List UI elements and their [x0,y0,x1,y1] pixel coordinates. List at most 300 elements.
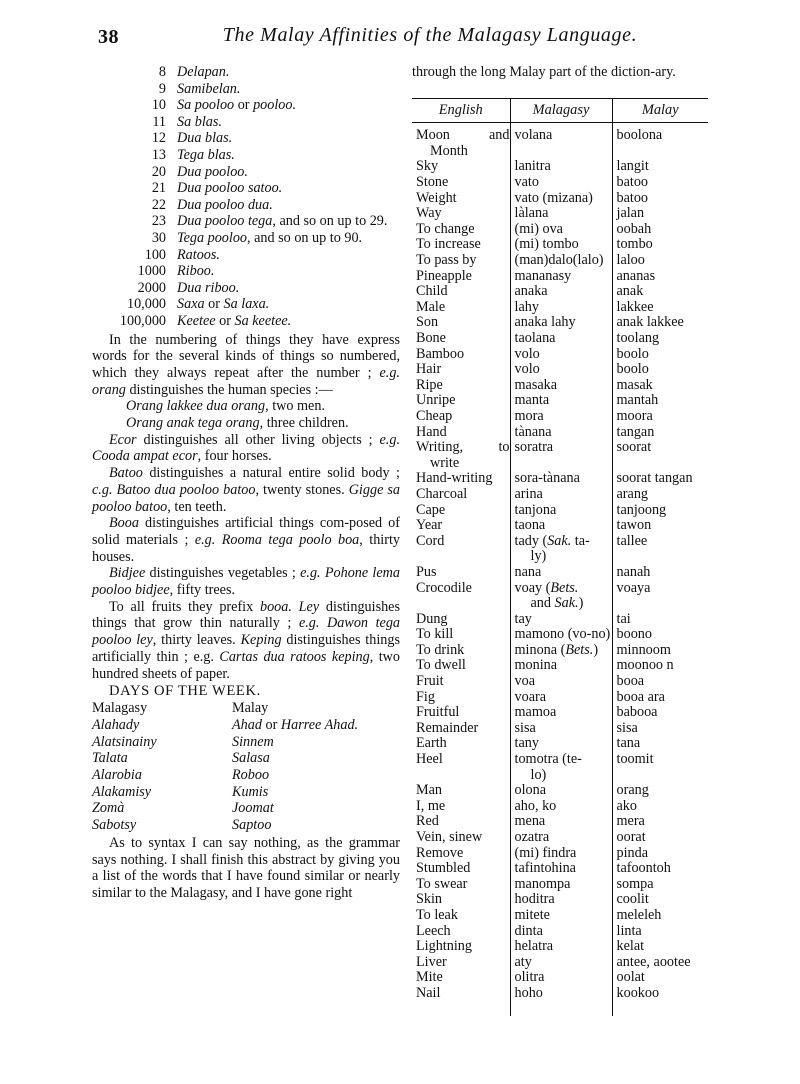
numeral-word: Dua riboo. [177,279,240,296]
table-row [412,846,708,862]
cell-malay: tana [612,736,708,752]
table-row [412,222,708,238]
numeral-list-item [92,197,400,214]
column-divider-rule-2 [612,1002,613,1016]
cell-malay: batoo [612,175,708,191]
cell-english: To dwell [416,657,466,674]
table-row [412,362,708,378]
days-row [92,767,358,784]
cell-malagasy: mamoa [510,705,612,721]
right-column [412,64,710,1002]
table-row [412,939,708,955]
cell-malay: soorat [612,440,708,471]
cell-malagasy: volo [510,347,612,363]
table-row [412,799,708,815]
numeral-word: Tega blas. [177,146,235,163]
cell-english: Crocodile [416,579,472,596]
day-malay: Salasa [232,750,270,767]
table-row [412,471,708,487]
days-of-week-heading: DAYS OF THE WEEK. [109,683,261,700]
table-row [412,378,708,394]
cell-malay: linta [612,924,708,940]
numeral-value: 23 [151,213,166,230]
table-row [412,986,708,1002]
table-row [412,409,708,425]
cell-english: Stumbled [416,860,471,877]
running-title: The Malay Affinities of the Malagasy Language. [222,24,638,46]
cell-english: Nail [416,984,441,1001]
table-row [412,674,708,690]
cell-malay: sisa [612,721,708,737]
cell-malay: masak [612,378,708,394]
days-row [92,734,358,751]
cell-malagasy: tany [510,736,612,752]
days-header-row [92,700,358,717]
cell-malay: kelat [612,939,708,955]
cell-malay: voaya [612,581,708,612]
cell-malay: kookoo [612,986,708,1002]
day-malagasy: Talata [92,750,128,767]
day-malagasy: Alarobia [92,767,142,784]
numeral-word: Dua pooloo dua. [177,196,273,213]
cell-english: To change [416,220,475,237]
table-row [412,721,708,737]
numeral-word: Tega pooloo, and so on up to 90. [177,229,363,246]
numeral-word: Dua blas. [177,130,233,147]
numeral-word: Saxa or Sa laxa. [177,296,270,313]
table-row [412,347,708,363]
paragraph-batoo: Batoo distinguishes a natural entire solid body ; c.g. Batoo dua pooloo batoo, twenty stones. Gigge sa pooloo batoo, ten teeth. [92,465,400,515]
table-row [412,752,708,783]
cell-english: Moon and Month [416,127,510,159]
cell-malay: mantah [612,393,708,409]
cell-english: Liver [416,953,447,970]
cell-malagasy: mananasy [510,269,612,285]
table-row [412,783,708,799]
numeral-list-item [92,130,400,147]
cell-malay: laloo [612,253,708,269]
days-row [92,800,358,817]
cell-malagasy: làlana [510,206,612,222]
vocabulary-table [412,98,708,1002]
cell-english: To leak [416,906,458,923]
cell-malagasy: arina [510,487,612,503]
numeral-word: Ratoos. [177,246,220,263]
numeral-value: 12 [151,130,166,147]
table-row [412,861,708,877]
numeral-word: Keetee or Sa keetee. [177,312,292,329]
cell-malagasy: lanitra [510,159,612,175]
cell-malay: boono [612,627,708,643]
table-row [412,830,708,846]
days-row [92,784,358,801]
cell-malagasy: anaka [510,284,612,300]
cell-english: Pus [416,563,437,580]
cell-malay: booa [612,674,708,690]
cell-english: Dung [416,610,448,627]
cell-malagasy: (mi) findra [510,846,612,862]
cell-malay: mera [612,814,708,830]
cell-english: Remove [416,844,464,861]
cell-malay: anak [612,284,708,300]
paragraph-dictionary-intro: through the long Malay part of the diction-ary. [412,64,676,80]
cell-malagasy: voara [510,690,612,706]
cell-english: Lightning [416,938,472,955]
cell-malay: orang [612,783,708,799]
numeral-value: 13 [151,146,166,163]
day-malagasy: Sabotsy [92,817,137,834]
cell-english: To increase [416,236,481,253]
cell-malagasy: dinta [510,924,612,940]
cell-english: Pineapple [416,267,472,284]
cell-malay: pinda [612,846,708,862]
numeral-list-item [92,180,400,197]
cell-malay: babooa [612,705,708,721]
cell-malay: toomit [612,752,708,783]
numeral-value: 22 [151,196,166,213]
numeral-word: Delapan. [177,64,230,80]
cell-malagasy: nana [510,565,612,581]
numeral-word: Samibelan. [177,80,241,97]
numeral-word: Dua pooloo tega, and so on up to 29. [177,213,388,230]
numeral-list-item [92,280,400,297]
numeral-value: 20 [151,163,166,180]
cell-malagasy: masaka [510,378,612,394]
cell-malay: arang [612,487,708,503]
cell-malay: tanjoong [612,503,708,519]
cell-malay: nanah [612,565,708,581]
cell-malay: tai [612,612,708,628]
cell-english: To swear [416,875,468,892]
table-row [412,159,708,175]
cell-english: Earth [416,735,447,752]
cell-malagasy: aty [510,955,612,971]
numeral-list-item [92,296,400,313]
cell-english: Cheap [416,407,453,424]
cell-malagasy: mamono (vo-no) [510,627,612,643]
vocabulary-table-wrapper [412,98,708,1002]
cell-malagasy: sisa [510,721,612,737]
cell-english: Hair [416,361,442,378]
cell-english: I, me [416,797,446,814]
cell-malay: oobah [612,222,708,238]
cell-malay: boolo [612,362,708,378]
cell-english: Unripe [416,392,456,409]
cell-malay: moora [612,409,708,425]
numeral-word: Dua pooloo satoo. [177,180,283,197]
table-row [412,534,708,565]
table-row [412,565,708,581]
cell-malay: coolit [612,892,708,908]
cell-english: Way [416,205,442,222]
table-row [412,253,708,269]
cell-english: Son [416,314,439,331]
cell-malagasy: manompa [510,877,612,893]
table-row [412,643,708,659]
cell-malay: minnoom [612,643,708,659]
numeral-list-item [92,263,400,280]
cell-malagasy: vato (mizana) [510,191,612,207]
cell-english: Fig [416,688,435,705]
cell-malagasy: minona (Bets.) [510,643,612,659]
cell-malagasy: mena [510,814,612,830]
cell-english: Stone [416,174,449,191]
paragraph-ecor: Ecor distinguishes all other living objects ; e.g. Cooda ampat ecor, four horses. [92,431,400,465]
cell-english: Vein, sinew [416,829,483,846]
day-malay: Saptoo [232,817,272,834]
table-row [412,814,708,830]
days-header-malagasy: Malagasy [92,700,148,717]
table-row [412,908,708,924]
cell-malay: lakkee [612,300,708,316]
numeral-value: 10,000 [126,296,166,313]
table-row [412,612,708,628]
cell-english: Charcoal [416,485,468,502]
cell-malagasy: ozatra [510,830,612,846]
numeral-list-item [92,313,400,330]
days-row [92,817,358,834]
numeral-value: 21 [151,180,166,197]
day-malay: Ahad or Harree Ahad. [232,716,359,733]
numeral-value: 100 [144,246,166,263]
numeral-value: 10 [151,97,166,114]
cell-malay: langit [612,159,708,175]
numeral-list-item [92,247,400,264]
table-row [412,440,708,471]
cell-english: Skin [416,891,443,908]
column-divider-rule-1 [510,1002,511,1016]
cell-malagasy: tafintohina [510,861,612,877]
table-row [412,581,708,612]
cell-malagasy: anaka lahy [510,315,612,331]
running-head [0,24,800,54]
cell-malay: tallee [612,534,708,565]
example-orang-lakkee: Orang lakkee dua orang, two men. [126,398,325,415]
day-malagasy: Alakamisy [92,783,152,800]
cell-malagasy: tanjona [510,503,612,519]
cell-malagasy: (mi) tombo [510,237,612,253]
cell-malagasy: lahy [510,300,612,316]
example-orang-anak: Orang anak tega orang, three children. [126,415,349,432]
numeral-list-item [92,213,400,230]
paragraph-fruits: To all fruits they prefix booa. Ley distinguishes things that grow thin naturally ; e.g. Dawon tega pooloo ley, thirty leaves. Keping distinguishes things artificially thin ; e.g. Cartas dua ratoos keping, two hundred sheets of paper. [92,598,401,682]
cell-malay: anak lakkee [612,315,708,331]
table-row [412,690,708,706]
cell-malagasy: taolana [510,331,612,347]
table-row [412,627,708,643]
cell-malay: ako [612,799,708,815]
numeral-list-item [92,97,400,114]
days-header-malay: Malay [232,700,269,717]
numeral-word: Sa pooloo or pooloo. [177,97,297,114]
paragraph-booa: Booa distinguishes artificial things com-posed of solid materials ; e.g. Rooma tega poolo boa, thirty houses. [92,515,400,565]
cell-malay: oorat [612,830,708,846]
table-row [412,393,708,409]
cell-malagasy: aho, ko [510,799,612,815]
numeral-list [92,64,400,330]
cell-english: Red [416,813,439,830]
table-row [412,487,708,503]
cell-english: Ripe [416,376,443,393]
cell-english: Child [416,283,448,300]
numeral-value: 100,000 [119,312,166,329]
table-row [412,970,708,986]
table-row [412,284,708,300]
numeral-list-item [92,147,400,164]
numeral-list-item [92,64,400,81]
cell-malagasy: volana [510,123,612,160]
cell-malay: toolang [612,331,708,347]
cell-english: Year [416,517,443,534]
numeral-list-item [92,81,400,98]
cell-malay: oolat [612,970,708,986]
cell-english: Cord [416,532,445,549]
cell-malagasy: olitra [510,970,612,986]
paragraph-numbering: In the numbering of things they have express words for the several kinds of things so numbered, which they always repeat after the number ; e.g. orang distinguishes the human species :— [92,331,400,398]
cell-malagasy: olona [510,783,612,799]
day-malay: Sinnem [232,733,274,750]
cell-malagasy: mora [510,409,612,425]
paragraph-syntax: As to syntax I can say nothing, as the grammar says nothing. I shall finish this abstract by giving you a list of the words that I have found similar or nearly similar to the Malagasy, and I have gone right [92,834,400,901]
cell-malay: ananas [612,269,708,285]
table-row [412,175,708,191]
cell-english: Fruit [416,673,444,690]
cell-english: Weight [416,189,457,206]
table-row [412,269,708,285]
numeral-value: 2000 [137,279,166,296]
cell-malagasy: hoho [510,986,612,1002]
cell-english: To drink [416,641,465,658]
column-header-malagasy: Malagasy [510,98,612,123]
cell-english: Sky [416,158,439,175]
cell-malagasy: tomotra (te- lo) [510,752,612,783]
days-row [92,750,358,767]
cell-malagasy: mitete [510,908,612,924]
cell-malay: batoo [612,191,708,207]
numeral-value: 1000 [137,263,166,280]
cell-english: Cape [416,501,446,518]
table-row [412,315,708,331]
table-row [412,658,708,674]
left-column [92,64,400,902]
numeral-value: 8 [158,64,166,80]
table-row [412,237,708,253]
table-row [412,300,708,316]
cell-malagasy: voa [510,674,612,690]
numeral-value: 11 [152,113,166,130]
numeral-list-item [92,114,400,131]
cell-malay: tangan [612,425,708,441]
cell-malagasy: helatra [510,939,612,955]
table-row [412,877,708,893]
cell-malagasy: manta [510,393,612,409]
cell-malagasy: volo [510,362,612,378]
table-row [412,518,708,534]
cell-english: Fruitful [416,704,460,721]
cell-malay: sompa [612,877,708,893]
table-row [412,123,708,160]
cell-english: Bamboo [416,345,465,362]
cell-malagasy: tady (Sak. ta- ly) [510,534,612,565]
cell-malagasy: voay (Bets. and Sak.) [510,581,612,612]
numeral-word: Sa blas. [177,113,222,130]
day-malagasy: Alatsinainy [92,733,157,750]
cell-malay: soorat tangan [612,471,708,487]
cell-malay: tafoontoh [612,861,708,877]
numeral-list-item [92,230,400,247]
table-row [412,892,708,908]
cell-english: Leech [416,922,451,939]
cell-malay: booa ara [612,690,708,706]
day-malagasy: Zomà [92,800,125,817]
day-malagasy: Alahady [92,716,140,733]
cell-malay: meleleh [612,908,708,924]
vocabulary-header-row [412,98,708,123]
cell-english: Bone [416,330,446,347]
cell-english: Remainder [416,719,479,736]
table-row [412,425,708,441]
days-row [92,717,358,734]
cell-malay: jalan [612,206,708,222]
table-row [412,206,708,222]
day-malay: Roboo [232,767,270,784]
numeral-word: Riboo. [177,263,215,280]
cell-english: To kill [416,626,454,643]
cell-malagasy: hoditra [510,892,612,908]
cell-malay: tombo [612,237,708,253]
cell-english: Male [416,298,446,315]
numeral-value: 30 [151,229,166,246]
paragraph-bidjee: Bidjee distinguishes vegetables ; e.g. Pohone lema pooloo bidjee, fifty trees. [92,565,400,599]
cell-malagasy: soratra [510,440,612,471]
column-header-malay: Malay [612,98,708,123]
cell-malagasy: vato [510,175,612,191]
cell-english: Man [416,782,443,799]
day-malay: Joomat [232,800,274,817]
cell-malagasy: taona [510,518,612,534]
cell-malagasy: tay [510,612,612,628]
day-malay: Kumis [232,783,269,800]
cell-malay: boolo [612,347,708,363]
numeral-value: 9 [158,80,166,97]
cell-english: Mite [416,969,443,986]
cell-malagasy: tànana [510,425,612,441]
table-row [412,955,708,971]
cell-malagasy: (man)dalo(lalo) [510,253,612,269]
cell-malagasy: (mi) ova [510,222,612,238]
table-row [412,191,708,207]
cell-malay: moonoo n [612,658,708,674]
table-row [412,331,708,347]
table-row [412,705,708,721]
cell-malay: boolona [612,123,708,160]
column-header-english: English [412,98,510,123]
cell-malay: tawon [612,518,708,534]
cell-english: Hand [416,423,447,440]
numeral-word: Dua pooloo. [177,163,248,180]
cell-malagasy: monina [510,658,612,674]
table-row [412,503,708,519]
cell-english: To pass by [416,252,477,269]
page-number: 38 [98,26,119,48]
cell-english: Heel [416,751,443,768]
table-row [412,736,708,752]
cell-malagasy: sora-tànana [510,471,612,487]
cell-english: Hand-writing [416,470,493,487]
table-row [412,924,708,940]
days-of-week-table [92,700,358,834]
cell-malay: antee, aootee [612,955,708,971]
